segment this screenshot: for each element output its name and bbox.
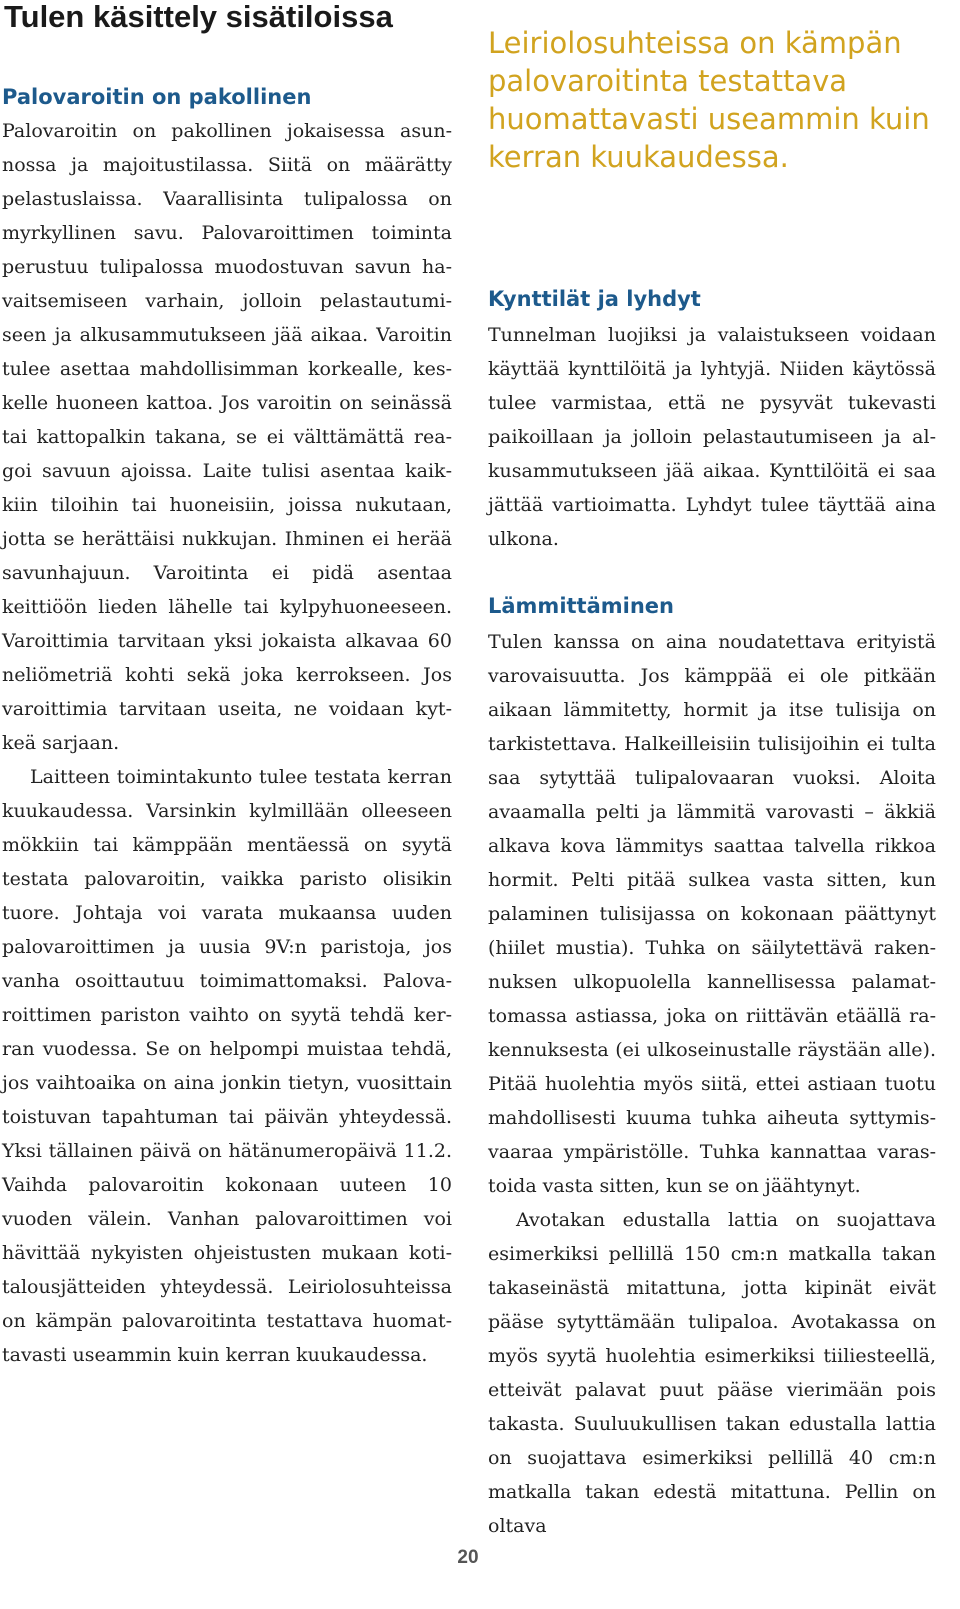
paragraph: Laitteen toimintakunto tulee testata kerran kuukaudessa. Varsinkin kylmillään olleeseen mökkiin tai kämppään mentäessä on syytä testata palovaroitin, vaikka paristo olisikin tuore. Johtaja voi varata mukaansa uuden palovaroittimen ja uusia 9V:n paristoja, jos vanha osoittautuu toimimattomaksi. Palovaroittimen pariston vaihto on syytä tehdä kerran vuodessa. Se on helpompi muistaa tehdä, jos vaihtoaika on aina jonkin tietyn, vuosittain toistuvan tapahtuman tai päivän yhteydessä. Yksi tällainen päivä on hätänumeropäivä 11.2. Vaihda palovaroitin kokonaan uuteen 10 vuoden välein. Vanhan palovaroittimen voi hävittää nykyisten ohjeistusten mukaan kotitalousjätteiden yhteydessä. Leiriolosuhteissa on kämpän palovaroitinta testattava huomattavasti useammin kuin kerran kuukaudessa. [2, 766, 452, 1366]
page-title: Tulen käsittely sisätiloissa [4, 0, 393, 34]
heating-text [488, 625, 936, 1543]
section-heading-smoke-alarm: Palovaroitin on pakollinen [2, 85, 312, 109]
paragraph: Tulen kanssa on aina noudatettava erityistä varovaisuutta. Jos kämppää ei ole pitkään aikaan lämmitetty, hormit ja itse tulisija on tarkistettava. Halkeilleisiin tulisijoihin ei tulta saa sytyttää tulipalovaaran vuoksi. Aloita avaamalla pelti ja lämmitä varovasti – äkkiä alkava kova lämmitys saattaa talvella rikkoa hormit. Pelti pitää sulkea vasta sitten, kun palaminen tulisijassa on kokonaan päättynyt (hiilet mustia). Tuhka on säilytettävä rakennuksen ulkopuolella kannellisessa palamattomassa astiassa, joka on riittävän etäällä rakennuksesta (ei ulkoseinustalle räystään alle). Pitää huolehtia myös siitä, ettei astiaan tuotu mahdollisesti kuuma tuhka aiheuta syttymisvaaraa ympäristölle. Tuhka kannattaa varastoida vasta sitten, kun se on jäähtynyt. [488, 631, 936, 1197]
smoke-alarm-text [2, 114, 452, 1372]
paragraph: Palovaroitin on pakollinen jokaisessa asunnossa ja majoitustilassa. Siitä on määrätty pelastuslaissa. Vaarallisinta tulipalossa on myrkyllinen savu. Palovaroittimen toiminta perustuu tulipalossa muodostuvan savun havaitsemiseen varhain, jolloin pelastautumiseen ja alkusammutukseen jää aikaa. Varoitin tulee asettaa mahdollisimman korkealle, keskelle huoneen kattoa. Jos varoitin on seinässä tai kattopalkin takana, se ei välttämättä reagoi savuun ajoissa. Laite tulisi asentaa kaikkiin tiloihin tai huoneisiin, joissa nukutaan, jotta se herättäisi nukkujan. Ihminen ei herää savunhajuun. Varoitinta ei pidä asentaa keittiöön lieden lähelle tai kylpyhuoneeseen. Varoittimia tarvitaan yksi jokaista alkavaa 60 neliömetriä kohti sekä joka kerrokseen. Jos varoittimia tarvitaan useita, ne voidaan kytkeä sarjaan. [2, 120, 452, 754]
section-heading-candles: Kynttilät ja lyhdyt [488, 287, 701, 311]
pull-quote: Leiriolosuhteissa on kämpän palovaroitinta testattava huomattavasti useammin kuin kerran kuukaudessa. [488, 26, 930, 174]
page-number: 20 [457, 1547, 479, 1568]
section-heading-heating: Lämmittäminen [488, 594, 674, 618]
candles-text [488, 318, 936, 556]
paragraph: Avotakan edustalla lattia on suojattava esimerkiksi pellillä 150 cm:n matkalla takan takaseinästä mitattuna, jotta kipinät eivät pääse sytyttämään tulipaloa. Avotakassa on myös syytä huolehtia esimerkiksi tiiliesteellä, etteivät palavat puut pääse vierimään pois takasta. Suuluukullisen takan edustalla lattia on suojattava esimerkiksi pellillä 40 cm:n matkalla takan edestä mitattuna. Pellin on oltava [488, 1209, 936, 1537]
paragraph: Tunnelman luojiksi ja valaistukseen voidaan käyttää kynttilöitä ja lyhtyjä. Niiden käytössä tulee varmistaa, että ne pysyvät tukevasti paikoillaan ja jolloin pelastautumiseen ja alkusammutukseen jää aikaa. Kynttilöitä ei saa jättää vartioimatta. Lyhdyt tulee täyttää aina ulkona. [488, 324, 936, 550]
